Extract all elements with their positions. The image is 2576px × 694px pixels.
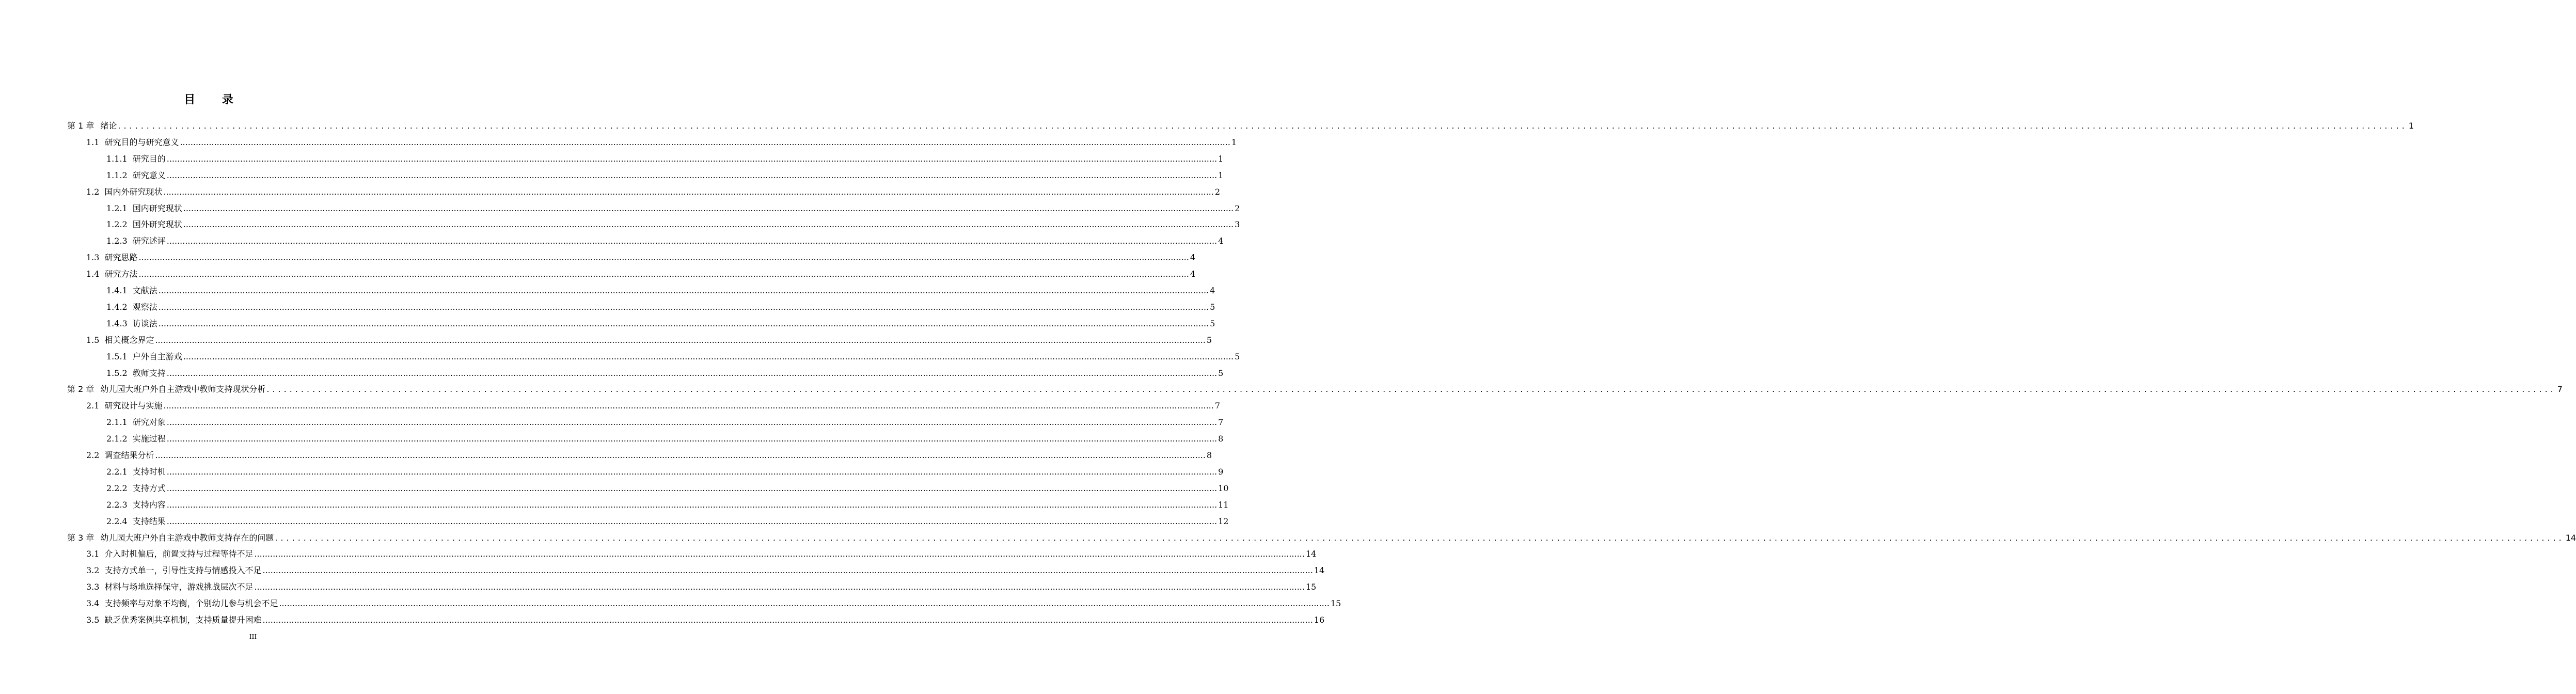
toc-dot-leader: ................................................................................................................................................................................................................................................................................................................................................................................................................ <box>254 549 1305 559</box>
toc-entry-label: 介入时机偏后，前置支持与过程等待不足 <box>104 549 254 559</box>
toc-entry-label: 国内外研究现状 <box>104 186 163 197</box>
toc-dot-leader: ................................................................................................................................................................................................................................................................................................................................................................................................................ <box>155 335 1206 345</box>
toc-entry[interactable] <box>86 576 1317 592</box>
toc-entry-label: 国内研究现状 <box>132 203 182 213</box>
toc-entry-number: 3.3 <box>86 582 100 592</box>
toc-entry-page: 12 <box>1218 516 1229 526</box>
toc-entry-page: 10 <box>1218 483 1229 493</box>
toc-entry[interactable] <box>86 444 1212 461</box>
toc-dot-leader: ................................................................................................................................................................................................................................................................................................................................................................................................................ <box>166 368 1218 378</box>
toc-entry-page: 2 <box>1214 186 1221 197</box>
toc-dot-leader: ................................................................................................................................................................................................................................................................................................................................................................................................................ <box>155 450 1206 460</box>
toc-entry-label: 支持内容 <box>132 499 166 510</box>
toc-entry[interactable] <box>86 592 1341 609</box>
toc-entry-label: 研究意义 <box>132 170 166 180</box>
toc-entry[interactable] <box>106 477 1229 494</box>
toc-entry-label: 绪论 <box>100 121 117 131</box>
toc-entry-number: 1.3 <box>86 253 100 263</box>
toc-entry-page: 5 <box>1210 302 1215 312</box>
toc-entry-number: 2.1.1 <box>106 417 128 428</box>
toc-dot-leader: ................................................................................................................................................................................................................................................................................................................................................................................................................ <box>138 253 1189 263</box>
toc-entry-page: 15 <box>1330 598 1341 609</box>
toc-entry-label: 访谈法 <box>132 318 157 328</box>
toc-entry-number: 1.2.3 <box>106 236 128 246</box>
toc-dot-leader: ................................................................................................................................................................................................................................................................................................................................................................................................................ <box>158 318 1209 328</box>
toc-entry-number: 2.2.1 <box>106 466 128 477</box>
toc-entry-page: 2 <box>1235 203 1240 213</box>
toc-dot-leader: ................................................................................................................................................................................................................................................................................................................................................................................................................ <box>262 615 1313 625</box>
toc-entry[interactable] <box>86 263 1196 279</box>
toc-entry-number: 2.2.2 <box>106 483 128 493</box>
toc-dot-leader: ................................................................................................................................................................................................................................................................................................................................................................................................................ <box>163 186 1214 197</box>
toc-entry-label: 观察法 <box>132 302 157 312</box>
toc-entry-number: 1.1 <box>86 137 100 147</box>
toc-entry-number: 第 2 章 <box>67 384 94 395</box>
toc-entry[interactable] <box>86 131 1237 148</box>
toc-entry-page: 4 <box>1190 253 1196 263</box>
toc-entry[interactable] <box>106 279 1215 296</box>
toc-entry-number: 1.5.2 <box>106 368 128 378</box>
toc-entry-page: 1 <box>2408 121 2414 131</box>
toc-entry-number: 1.4.1 <box>106 286 128 295</box>
toc-entry[interactable] <box>106 428 1224 444</box>
toc-entry[interactable] <box>86 609 1325 625</box>
toc-entry-label: 调查结果分析 <box>104 450 154 460</box>
toc-entry[interactable] <box>67 378 2563 395</box>
toc-entry-number: 1.2.1 <box>106 203 128 213</box>
toc-entry-label: 幼儿园大班户外自主游戏中教师支持现状分析 <box>100 384 266 395</box>
toc-entry-label: 户外自主游戏 <box>132 351 182 361</box>
toc-entry-page: 7 <box>1214 401 1221 411</box>
toc-entry[interactable] <box>86 329 1212 345</box>
toc-entry-label: 缺乏优秀案例共享机制，支持质量提升困难 <box>104 615 262 625</box>
toc-entry[interactable] <box>106 345 1240 362</box>
toc-entry-number: 1.1.2 <box>106 170 128 180</box>
toc-dot-leader: ................................................................................................................................................................................................................................................................................................................................................................................................................ <box>183 203 1234 213</box>
toc-entry-label: 研究对象 <box>132 417 166 428</box>
toc-entry[interactable] <box>106 494 1229 510</box>
toc-entry-label: 材料与场地选择保守，游戏挑战层次不足 <box>104 582 254 592</box>
toc-entry-label: 教师支持 <box>132 368 166 378</box>
toc-entry-number: 2.2.4 <box>106 516 128 526</box>
toc-entry-page: 14 <box>2565 532 2576 543</box>
toc-entry-number: 1.5 <box>86 335 100 345</box>
toc-entry-label: 实施过程 <box>132 434 166 444</box>
toc-dot-leader: ................................................................................................................................................................................................................................................................................................................................................................................................................ <box>158 286 1209 295</box>
toc-entry-page: 8 <box>1218 434 1224 444</box>
toc-dot-leader: ................................................................................................................................................................................................................................................................................................................................................................................................................ <box>138 269 1189 279</box>
toc-dot-leader: ................................................................................................................................................................................................................................................................................................................................................................................................................ <box>183 219 1234 230</box>
toc-entry[interactable] <box>86 246 1196 263</box>
toc-entry-label: 支持时机 <box>132 466 166 477</box>
toc-dot-leader: ................................................................................................................................................................................................................................................................................................................................................................................................................ <box>166 466 1218 477</box>
toc-entry[interactable] <box>106 148 1224 164</box>
toc-entry-label: 研究思路 <box>104 253 138 263</box>
toc-entry-label: 研究目的与研究意义 <box>104 137 179 147</box>
toc-entry[interactable] <box>106 197 1240 214</box>
toc-dot-leader: ................................................................................................................................................................................................................................................................................................................................................................................................................ <box>166 170 1218 180</box>
toc-dot-leader: ................................................................................................................................................................................................................................................................................................................................................................................................................ <box>166 483 1218 493</box>
toc-entry-page: 9 <box>1218 466 1224 477</box>
toc-entry-label: 研究方法 <box>104 269 138 279</box>
toc-dot-leader: ................................................................................................................................................................................................................................................................................................................................................................................................................ <box>166 434 1218 444</box>
toc-entry[interactable] <box>106 230 1224 246</box>
toc-entry[interactable] <box>106 213 1240 230</box>
toc-entry-page: 4 <box>1218 236 1224 246</box>
toc-entry[interactable] <box>106 312 1215 329</box>
toc-dot-leader: ................................................................................................................................................................................................................................................................................................................................................................................................................ <box>166 417 1218 428</box>
toc-entry-label: 支持结果 <box>132 516 166 526</box>
toc-entry-page: 14 <box>1305 549 1317 559</box>
toc-entry-page: 3 <box>1235 219 1240 230</box>
toc-entry-label: 幼儿园大班户外自主游戏中教师支持存在的问题 <box>100 532 274 543</box>
toc-entry-number: 1.4.3 <box>106 318 128 328</box>
toc-entry-label: 研究述评 <box>132 236 166 246</box>
toc-entry-number: 3.1 <box>86 549 100 559</box>
toc-entry-number: 1.2 <box>86 186 100 197</box>
toc-entry-number: 3.4 <box>86 598 100 609</box>
toc-entry-number: 2.1.2 <box>106 434 128 444</box>
toc-entry[interactable] <box>86 543 1317 559</box>
toc-entry[interactable] <box>106 510 1229 527</box>
toc-entry-number: 2.1 <box>86 401 100 411</box>
toc-entry[interactable] <box>67 527 2576 543</box>
toc-entry[interactable] <box>106 411 1224 428</box>
toc-dot-leader: ................................................................................................................................................................................................................................................................................................................................................................................................................ <box>158 302 1209 312</box>
toc-entry[interactable] <box>86 181 1221 197</box>
toc-entry-page: 1 <box>1218 170 1224 180</box>
toc-entry-page: 5 <box>1206 335 1212 345</box>
toc-entry-page: 16 <box>1314 615 1325 625</box>
toc-entry-page: 8 <box>1206 450 1212 460</box>
toc-entry[interactable] <box>106 296 1215 312</box>
toc-dot-leader: ................................................................................................................................................................................................................................................................................................................................................................................................................ <box>262 565 1313 576</box>
toc-entry-number: 1.2.2 <box>106 219 128 230</box>
toc-entry-label: 研究设计与实施 <box>104 401 163 411</box>
toc-dot-leader: ................................................................................................................................................................................................................................................................................................................................................................................................................ <box>279 598 1330 609</box>
toc-entry[interactable] <box>86 395 1221 411</box>
toc-dot-leader: ................................................................................................................................................................................................................................................................................................................................................................................................................ <box>163 401 1214 411</box>
toc-entry-page: 5 <box>1210 318 1215 328</box>
toc-entry-label: 研究目的 <box>132 153 166 164</box>
toc-entry-label: 相关概念界定 <box>104 335 154 345</box>
toc-entry-page: 11 <box>1218 499 1229 510</box>
toc-entry-page: 4 <box>1210 286 1215 295</box>
toc-entry-page: 5 <box>1218 368 1224 378</box>
toc-entry-page: 7 <box>1218 417 1224 428</box>
toc-dot-leader: ................................................................................................................................................................................................................................................................................................................................................................................................................ <box>166 153 1218 164</box>
toc-entry-page: 7 <box>2557 384 2563 395</box>
toc-entry-number: 2.2 <box>86 450 100 460</box>
toc-entry-page: 1 <box>1231 137 1237 147</box>
toc-entry[interactable] <box>67 115 2414 131</box>
toc-entry-number: 2.2.3 <box>106 499 128 510</box>
toc-dot-leader: ................................................................................................................................................................................................................................................................................................................................................................................................................ <box>183 351 1234 361</box>
toc-entry[interactable] <box>106 362 1224 378</box>
toc-dot-leader: ................................................................................................................................................................................................................................................................................................................................................................................................................ <box>166 516 1218 526</box>
toc-dot-leader: ................................................................................................................................................................................................................................................................................................................................................................................................................ <box>166 499 1218 510</box>
toc-dot-leader: ................................................................................................................................................................................................................................................................................................................................................................................................................ <box>266 384 2556 395</box>
toc-entry-label: 文献法 <box>132 286 157 295</box>
toc-dot-leader: ................................................................................................................................................................................................................................................................................................................................................................................................................ <box>254 582 1305 592</box>
toc-entry-number: 1.5.1 <box>106 351 128 361</box>
toc-entry-label: 支持方式 <box>132 483 166 493</box>
toc-entry-number: 第 1 章 <box>67 121 94 131</box>
toc-dot-leader: ................................................................................................................................................................................................................................................................................................................................................................................................................ <box>118 121 2408 131</box>
toc-dot-leader: ................................................................................................................................................................................................................................................................................................................................................................................................................ <box>180 137 1230 147</box>
toc-entry-number: 3.2 <box>86 565 100 576</box>
toc-entry-page: 4 <box>1190 269 1196 279</box>
toc-title: 目 录 <box>184 93 245 106</box>
toc-entry-label: 支持频率与对象不均衡，个别幼儿参与机会不足 <box>104 598 278 609</box>
toc-entry-number: 1.4 <box>86 269 100 279</box>
toc-entry[interactable] <box>106 164 1224 181</box>
toc-entry-label: 国外研究现状 <box>132 219 182 230</box>
toc-entry-page: 5 <box>1235 351 1240 361</box>
toc-dot-leader: ................................................................................................................................................................................................................................................................................................................................................................................................................ <box>275 532 2565 543</box>
toc-entry[interactable] <box>86 559 1325 576</box>
toc-entry-number: 3.5 <box>86 615 100 625</box>
toc-entry-label: 支持方式单一，引导性支持与情感投入不足 <box>104 565 262 576</box>
page-number: III <box>249 633 257 640</box>
toc-entry-number: 1.4.2 <box>106 302 128 312</box>
toc-entry-page: 1 <box>1218 153 1224 164</box>
toc-entry-number: 1.1.1 <box>106 153 128 164</box>
toc-entry[interactable] <box>106 461 1224 477</box>
toc-entry-page: 14 <box>1314 565 1325 576</box>
toc-entry-page: 15 <box>1305 582 1317 592</box>
toc-dot-leader: ................................................................................................................................................................................................................................................................................................................................................................................................................ <box>166 236 1218 246</box>
toc-entry-number: 第 3 章 <box>67 532 94 543</box>
